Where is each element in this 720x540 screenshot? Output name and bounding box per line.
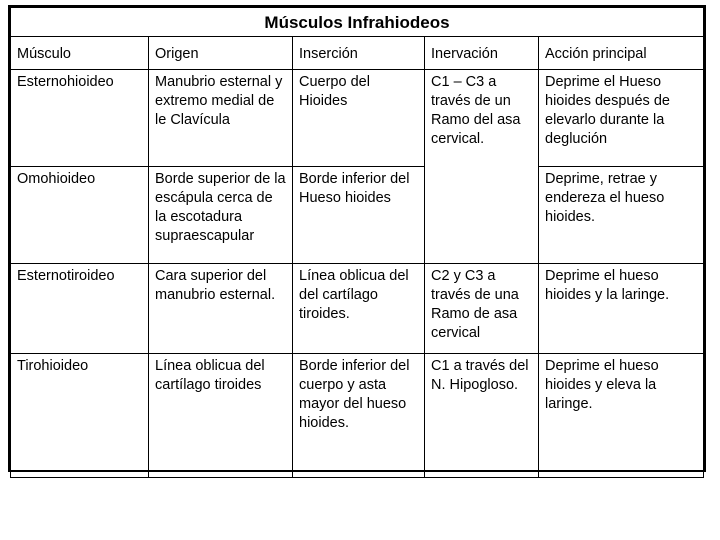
- cell-action: Deprime el hueso hioides y la laringe.: [539, 264, 704, 354]
- table-title: Músculos Infrahiodeos: [11, 8, 704, 37]
- cell-action: Deprime el hueso hioides y eleva la laringe.: [539, 354, 704, 478]
- cell-origin: Línea oblicua del cartílago tiroides: [149, 354, 293, 478]
- table-row: [11, 167, 704, 264]
- column-header-innervation: Inervación: [425, 37, 539, 70]
- header-row: [11, 37, 704, 70]
- cell-insertion: Cuerpo del Hioides: [293, 70, 425, 167]
- cell-innervation: C1 – C3 a través de un Ramo del asa cervical.: [425, 70, 539, 264]
- cell-origin: Manubrio esternal y extremo medial de le Clavícula: [149, 70, 293, 167]
- cell-origin: Cara superior del manubrio esternal.: [149, 264, 293, 354]
- cell-insertion: Borde inferior del Hueso hioides: [293, 167, 425, 264]
- cell-insertion: Línea oblicua del del cartílago tiroides.: [293, 264, 425, 354]
- cell-action: Deprime el Hueso hioides después de elevarlo durante la deglución: [539, 70, 704, 167]
- table-row: [11, 70, 704, 167]
- cell-muscle: Omohioideo: [11, 167, 149, 264]
- column-header-insertion: Inserción: [293, 37, 425, 70]
- muscles-table-container: [8, 5, 706, 472]
- cell-innervation: C1 a través del N. Hipogloso.: [425, 354, 539, 478]
- cell-muscle: Esternohioideo: [11, 70, 149, 167]
- cell-action: Deprime, retrae y endereza el hueso hioides.: [539, 167, 704, 264]
- column-header-origin: Origen: [149, 37, 293, 70]
- column-header-action: Acción principal: [539, 37, 704, 70]
- table-row: [11, 354, 704, 478]
- cell-muscle: Tirohioideo: [11, 354, 149, 478]
- cell-origin: Borde superior de la escápula cerca de la escotadura supraescapular: [149, 167, 293, 264]
- cell-innervation: C2 y C3 a través de una Ramo de asa cervical: [425, 264, 539, 354]
- table-row: [11, 264, 704, 354]
- column-header-muscle: Músculo: [11, 37, 149, 70]
- cell-insertion: Borde inferior del cuerpo y asta mayor del hueso hioides.: [293, 354, 425, 478]
- infrahyoid-muscles-table: [10, 7, 704, 478]
- cell-muscle: Esternotiroideo: [11, 264, 149, 354]
